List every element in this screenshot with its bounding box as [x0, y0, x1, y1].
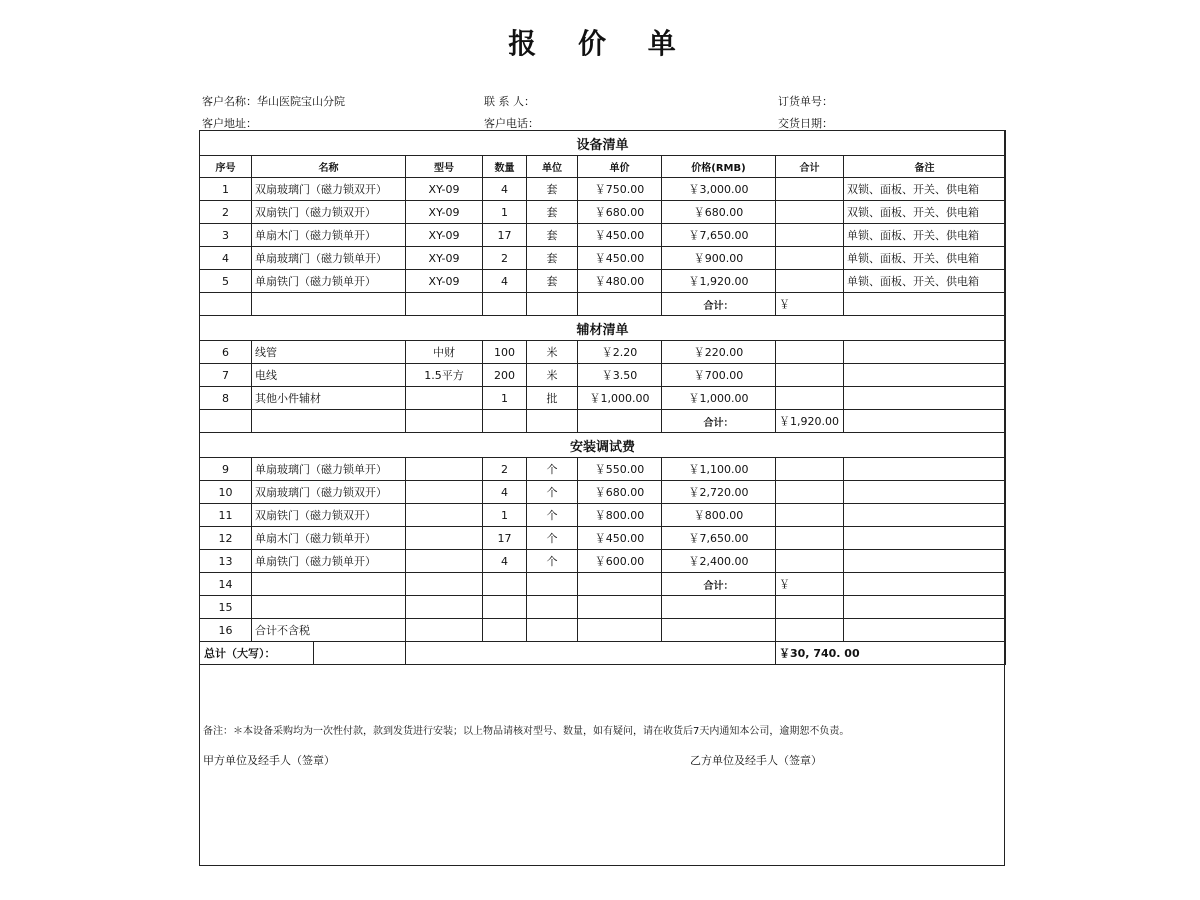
row-no: 12 [200, 527, 252, 550]
row-no: 5 [200, 270, 252, 293]
item-unit: 套 [527, 178, 578, 201]
unit-price: ￥550.00 [578, 458, 662, 481]
unit-price: ￥450.00 [578, 224, 662, 247]
item-name: 双扇玻璃门（磁力锁双开） [252, 481, 406, 504]
empty-cell [483, 410, 527, 433]
table-row [200, 270, 1006, 293]
item-note: 单锁、面板、开关、供电箱 [844, 224, 1006, 247]
customer-name-label: 客户名称： [202, 95, 257, 108]
table-row [200, 596, 1006, 619]
item-unit: 米 [527, 341, 578, 364]
item-note [844, 341, 1006, 364]
empty-cell [662, 619, 776, 642]
item-name: 单扇木门（磁力锁单开） [252, 224, 406, 247]
item-note [844, 481, 1006, 504]
item-note [844, 504, 1006, 527]
materials-section-title-row [200, 316, 1006, 341]
install-section-title-row [200, 433, 1006, 458]
empty-cell [200, 293, 252, 316]
item-model [406, 458, 483, 481]
row-no: 1 [200, 178, 252, 201]
table-row [200, 550, 1006, 573]
unit-price: ￥3.50 [578, 364, 662, 387]
equipment-section-title-row [200, 131, 1006, 156]
phone-label: 客户电话： [484, 117, 539, 130]
line-amount: ￥1,920.00 [662, 270, 776, 293]
item-name: 电线 [252, 364, 406, 387]
empty-cell [776, 619, 844, 642]
item-unit: 个 [527, 481, 578, 504]
line-amount: ￥1,000.00 [662, 387, 776, 410]
table-row [200, 619, 1006, 642]
column-header: 单位 [527, 156, 578, 178]
empty-cell [252, 410, 406, 433]
empty-cell [527, 619, 578, 642]
item-qty: 2 [483, 247, 527, 270]
item-model: XY-09 [406, 224, 483, 247]
contact-label: 联 系 人： [484, 95, 535, 108]
remarks-note: 备注：＊本设备采购均为一次性付款，款到发货进行安装；以上物品请核对型号、数量，如有疑问，请在收货后7天内通知本公司，逾期恕不负责。 [203, 726, 850, 737]
table-row [200, 247, 1006, 270]
table-row [200, 387, 1006, 410]
empty-cell [527, 596, 578, 619]
empty-cell [252, 293, 406, 316]
grand-total-value: ￥30, 740. 00 [776, 642, 1006, 665]
line-total [776, 527, 844, 550]
row-no: 7 [200, 364, 252, 387]
customer-name-field [202, 93, 345, 109]
item-model: XY-09 [406, 201, 483, 224]
party-b-signature: 乙方单位及经手人（签章） [690, 754, 822, 767]
empty-cell [844, 293, 1006, 316]
unit-price: ￥680.00 [578, 481, 662, 504]
item-unit: 套 [527, 270, 578, 293]
item-unit: 个 [527, 458, 578, 481]
line-amount: ￥2,720.00 [662, 481, 776, 504]
item-model [406, 481, 483, 504]
item-qty: 4 [483, 270, 527, 293]
item-unit: 套 [527, 201, 578, 224]
item-note [844, 550, 1006, 573]
unit-price: ￥800.00 [578, 504, 662, 527]
item-unit: 套 [527, 224, 578, 247]
item-name: 单扇木门（磁力锁单开） [252, 527, 406, 550]
empty-cell [578, 573, 662, 596]
line-total [776, 387, 844, 410]
subtotal-value: ￥ [776, 293, 844, 316]
table-row [200, 364, 1006, 387]
row-no: 10 [200, 481, 252, 504]
item-name: 单扇铁门（磁力锁单开） [252, 270, 406, 293]
table-row [200, 201, 1006, 224]
materials-subtotal-row [200, 410, 1006, 433]
line-total [776, 481, 844, 504]
table-row [200, 527, 1006, 550]
item-model [406, 387, 483, 410]
page-title: 报 价 单 [508, 27, 692, 60]
item-unit: 个 [527, 527, 578, 550]
item-name: 线管 [252, 341, 406, 364]
line-amount: ￥800.00 [662, 504, 776, 527]
table-row [200, 178, 1006, 201]
item-qty: 1 [483, 201, 527, 224]
empty-cell [662, 596, 776, 619]
item-unit: 批 [527, 387, 578, 410]
row-no: 8 [200, 387, 252, 410]
line-amount: ￥220.00 [662, 341, 776, 364]
line-amount: ￥3,000.00 [662, 178, 776, 201]
item-note: 双锁、面板、开关、供电箱 [844, 201, 1006, 224]
empty-cell [844, 573, 1006, 596]
column-header: 序号 [200, 156, 252, 178]
empty-cell [844, 410, 1006, 433]
item-model [406, 527, 483, 550]
subtotal-label: 合计： [662, 293, 776, 316]
delivery-date-label: 交货日期： [778, 117, 833, 130]
empty-cell [527, 410, 578, 433]
empty-cell [844, 596, 1006, 619]
item-name: 其他小件辅材 [252, 387, 406, 410]
grand-total-label-text: 总计（大写）： [200, 642, 314, 664]
subtotal-label: 合计： [662, 573, 776, 596]
equipment-section-title: 设备清单 [200, 131, 1006, 156]
line-total [776, 341, 844, 364]
column-header: 型号 [406, 156, 483, 178]
line-total [776, 270, 844, 293]
item-model: XY-09 [406, 270, 483, 293]
item-note [844, 458, 1006, 481]
row-no: 9 [200, 458, 252, 481]
item-name: 单扇玻璃门（磁力锁单开） [252, 247, 406, 270]
empty-cell [252, 596, 406, 619]
line-total [776, 550, 844, 573]
quote-table-body [200, 131, 1006, 665]
empty-cell [483, 573, 527, 596]
line-amount: ￥900.00 [662, 247, 776, 270]
unit-price: ￥450.00 [578, 247, 662, 270]
table-row [200, 504, 1006, 527]
line-amount: ￥2,400.00 [662, 550, 776, 573]
order-no-label: 订货单号： [778, 95, 833, 108]
column-header: 备注 [844, 156, 1006, 178]
item-qty: 1 [483, 504, 527, 527]
line-amount: ￥1,100.00 [662, 458, 776, 481]
item-unit: 米 [527, 364, 578, 387]
quote-table [199, 130, 1006, 665]
empty-cell [406, 619, 483, 642]
subtotal-label: 合计： [662, 410, 776, 433]
empty-cell [406, 410, 483, 433]
row-no: 3 [200, 224, 252, 247]
row-no: 2 [200, 201, 252, 224]
line-amount: ￥700.00 [662, 364, 776, 387]
row-no: 11 [200, 504, 252, 527]
item-name: 单扇铁门（磁力锁单开） [252, 550, 406, 573]
empty-cell [776, 596, 844, 619]
item-qty: 4 [483, 550, 527, 573]
column-header: 名称 [252, 156, 406, 178]
item-qty: 4 [483, 178, 527, 201]
empty-cell [578, 619, 662, 642]
item-note: 单锁、面板、开关、供电箱 [844, 247, 1006, 270]
item-note [844, 364, 1006, 387]
subtotal-value: ￥ [776, 573, 844, 596]
table-row [200, 341, 1006, 364]
line-amount: ￥7,650.00 [662, 527, 776, 550]
unit-price: ￥600.00 [578, 550, 662, 573]
line-amount: ￥680.00 [662, 201, 776, 224]
item-name: 单扇玻璃门（磁力锁单开） [252, 458, 406, 481]
row-no: 16 [200, 619, 252, 642]
empty-cell [578, 410, 662, 433]
row-no: 15 [200, 596, 252, 619]
column-header: 单价 [578, 156, 662, 178]
line-total [776, 201, 844, 224]
empty-cell [578, 293, 662, 316]
empty-cell [406, 573, 483, 596]
item-note: 单锁、面板、开关、供电箱 [844, 270, 1006, 293]
row-no: 14 [200, 573, 252, 596]
line-total [776, 178, 844, 201]
item-qty: 1 [483, 387, 527, 410]
item-note [844, 527, 1006, 550]
unit-price: ￥2.20 [578, 341, 662, 364]
empty-cell [844, 619, 1006, 642]
item-qty: 200 [483, 364, 527, 387]
line-total [776, 224, 844, 247]
empty-cell [527, 573, 578, 596]
line-total [776, 247, 844, 270]
grand-total-row [200, 642, 1006, 665]
subtotal-value: ￥1,920.00 [776, 410, 844, 433]
table-row [200, 224, 1006, 247]
column-header: 合计 [776, 156, 844, 178]
row-no: 4 [200, 247, 252, 270]
grand-total-label [200, 642, 406, 665]
unit-price: ￥750.00 [578, 178, 662, 201]
line-amount: ￥7,650.00 [662, 224, 776, 247]
item-unit: 套 [527, 247, 578, 270]
empty-cell [578, 596, 662, 619]
address-label: 客户地址： [202, 117, 257, 130]
empty-cell [483, 619, 527, 642]
table-row [200, 481, 1006, 504]
column-header: 价格(RMB) [662, 156, 776, 178]
row-no: 13 [200, 550, 252, 573]
item-model: 1.5平方 [406, 364, 483, 387]
item-model [406, 550, 483, 573]
line-total [776, 364, 844, 387]
party-a-signature: 甲方单位及经手人（签章） [203, 754, 335, 767]
install-section-title: 安装调试费 [200, 433, 1006, 458]
item-name: 双扇铁门（磁力锁双开） [252, 201, 406, 224]
item-qty: 17 [483, 527, 527, 550]
unit-price: ￥450.00 [578, 527, 662, 550]
empty-cell [200, 410, 252, 433]
materials-section-title: 辅材清单 [200, 316, 1006, 341]
line-total [776, 458, 844, 481]
item-qty: 2 [483, 458, 527, 481]
empty-cell [406, 642, 776, 665]
item-note: 双锁、面板、开关、供电箱 [844, 178, 1006, 201]
row-no: 6 [200, 341, 252, 364]
table-row [200, 458, 1006, 481]
item-name: 合计不含税 [252, 619, 406, 642]
line-total [776, 504, 844, 527]
unit-price: ￥480.00 [578, 270, 662, 293]
empty-cell [406, 293, 483, 316]
item-qty: 4 [483, 481, 527, 504]
item-unit: 个 [527, 550, 578, 573]
item-qty: 100 [483, 341, 527, 364]
install-subtotal-row [200, 573, 1006, 596]
column-header-row [200, 156, 1006, 178]
equipment-subtotal-row [200, 293, 1006, 316]
empty-cell [252, 573, 406, 596]
customer-name-value: 华山医院宝山分院 [257, 95, 345, 108]
item-name: 双扇玻璃门（磁力锁双开） [252, 178, 406, 201]
item-qty: 17 [483, 224, 527, 247]
empty-cell [483, 596, 527, 619]
item-unit: 个 [527, 504, 578, 527]
empty-cell [527, 293, 578, 316]
item-name: 双扇铁门（磁力锁双开） [252, 504, 406, 527]
empty-cell [406, 596, 483, 619]
item-model [406, 504, 483, 527]
unit-price: ￥680.00 [578, 201, 662, 224]
item-model: 中财 [406, 341, 483, 364]
item-note [844, 387, 1006, 410]
item-model: XY-09 [406, 178, 483, 201]
item-model: XY-09 [406, 247, 483, 270]
column-header: 数量 [483, 156, 527, 178]
unit-price: ￥1,000.00 [578, 387, 662, 410]
empty-cell [483, 293, 527, 316]
